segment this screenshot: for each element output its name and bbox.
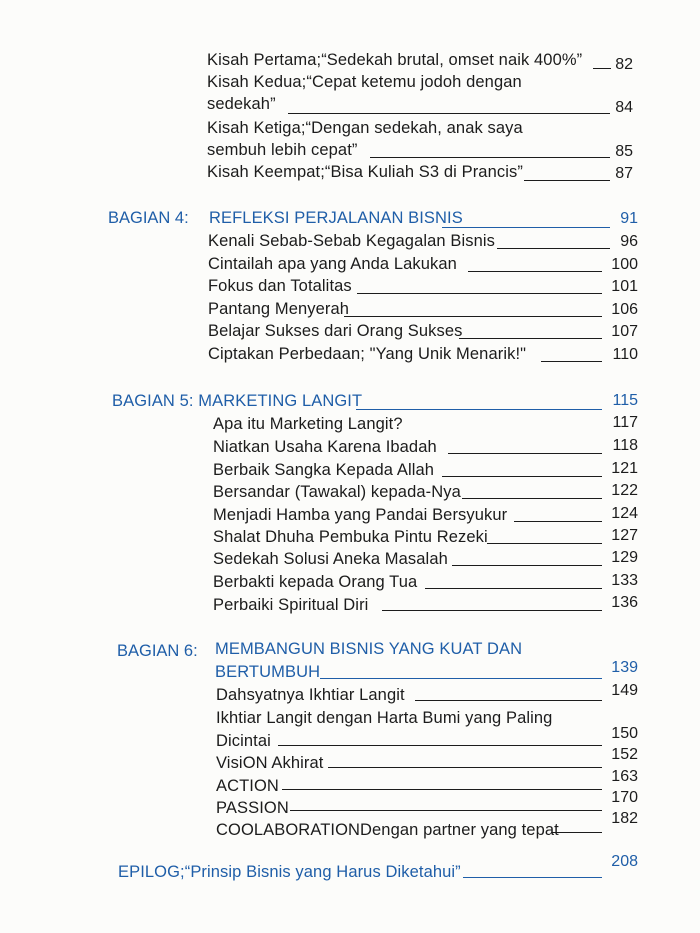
leader-line (514, 521, 602, 522)
leader-line (459, 338, 602, 339)
toc-entry-text: PASSION (216, 799, 289, 817)
leader-line (448, 453, 602, 454)
toc-entry-text: Apa itu Marketing Langit? (213, 415, 403, 433)
toc-entry-text: Kenali Sebab-Sebab Kegagalan Bisnis (208, 232, 495, 250)
toc-entry-text: Dahsyatnya Ikhtiar Langit (216, 686, 405, 704)
toc-entry-text: Ciptakan Perbedaan; "Yang Unik Menarik!" (208, 345, 527, 363)
toc-entry-text: Perbaiki Spiritual Diri (213, 596, 369, 614)
section-label: BAGIAN 5: (112, 392, 194, 410)
section-title: MEMBANGUN BISNIS YANG KUAT DAN (215, 640, 523, 658)
section-title-text: MARKETING LANGIT (198, 392, 363, 410)
toc-entry-text: Menjadi Hamba yang Pandai Bersyukur (213, 506, 508, 524)
page-number: 127 (611, 527, 638, 544)
page-number: 91 (620, 210, 638, 227)
section-title: BERTUMBUH (215, 663, 321, 681)
toc-entry-text: Belajar Sukses dari Orang Sukses (208, 322, 463, 340)
leader-line (356, 409, 602, 410)
toc-entry-text: sembuh lebih cepat” (207, 141, 358, 159)
leader-line (320, 678, 602, 679)
leader-line (541, 361, 602, 362)
page-number: 96 (620, 233, 638, 250)
page-number: 117 (612, 414, 638, 431)
leader-line (425, 588, 602, 589)
leader-line (278, 745, 602, 746)
page-number: 149 (611, 682, 638, 699)
leader-line (382, 610, 602, 611)
page-number: 101 (611, 278, 638, 295)
leader-line (462, 498, 602, 499)
page-number: 84 (615, 99, 633, 116)
page-number: 129 (611, 549, 638, 566)
leader-line (487, 543, 602, 544)
page-number: 85 (615, 143, 633, 160)
page-number: 150 (611, 725, 638, 742)
leader-line (282, 789, 602, 790)
toc-entry-text: Shalat Dhuha Pembuka Pintu Rezeki (213, 528, 488, 546)
page-number: 163 (611, 768, 638, 785)
section-label: BAGIAN 6: (117, 642, 198, 660)
toc-entry-text: Niatkan Usaha Karena Ibadah (213, 438, 437, 456)
toc-entry-text: Berbaik Sangka Kepada Allah (213, 461, 435, 479)
leader-line (442, 227, 610, 228)
toc-entry-text: Kisah Keempat;“Bisa Kuliah S3 di Prancis” (207, 163, 523, 181)
page-number: 133 (611, 572, 638, 589)
toc-entry-text: Kisah Pertama;“Sedekah brutal, omset naik 400%” (207, 51, 583, 69)
page-number: 152 (611, 746, 638, 763)
section-label: BAGIAN 4: (108, 209, 189, 227)
page-number: 121 (611, 460, 638, 477)
section-title: REFLEKSI PERJALANAN BISNIS (209, 209, 463, 227)
toc-entry-text: Dicintai (216, 732, 271, 750)
leader-line (370, 157, 610, 158)
page-number: 87 (615, 165, 633, 182)
page-number: 82 (615, 56, 633, 73)
toc-entry-text: Sedekah Solusi Aneka Masalah (213, 550, 448, 568)
toc-entry-text: COOLABORATIONDengan partner yang tepat (216, 821, 559, 839)
toc-entry-text: Cintailah apa yang Anda Lakukan (208, 255, 457, 273)
toc-entry-text: sedekah” (207, 95, 276, 113)
page-number: 122 (611, 482, 638, 499)
toc-entry-text: Berbakti kepada Orang Tua (213, 573, 418, 591)
leader-line (442, 476, 602, 477)
page-number: 118 (612, 437, 638, 454)
leader-line (328, 767, 602, 768)
section-title (112, 390, 362, 412)
leader-line (452, 565, 602, 566)
page-number: 115 (612, 392, 638, 409)
page-number: 107 (611, 323, 638, 340)
toc-entry-text: Kisah Ketiga;“Dengan sedekah, anak saya (207, 119, 523, 137)
leader-line (468, 271, 602, 272)
page-number: 136 (611, 594, 638, 611)
toc-entry-text: Ikhtiar Langit dengan Harta Bumi yang Paling (216, 709, 553, 727)
page-number: 170 (611, 789, 638, 806)
toc-entry-text: Fokus dan Totalitas (208, 277, 352, 295)
page-number: 106 (611, 301, 638, 318)
page-number: 139 (611, 659, 638, 676)
page-number: 110 (612, 346, 638, 363)
leader-line (288, 113, 610, 114)
toc-entry-text: VisiON Akhirat (216, 754, 324, 772)
epilog-title: EPILOG;“Prinsip Bisnis yang Harus Diketahui” (118, 863, 461, 881)
leader-line (357, 293, 602, 294)
page-number: 208 (611, 853, 638, 870)
leader-line (415, 700, 602, 701)
toc-entry-text: Pantang Menyerah (208, 300, 350, 318)
leader-line (344, 316, 602, 317)
page-number: 100 (611, 256, 638, 273)
toc-entry-text: Bersandar (Tawakal) kepada-Nya (213, 483, 461, 501)
page-number: 182 (611, 810, 638, 827)
toc-entry-text: ACTION (216, 777, 279, 795)
page-number: 124 (611, 505, 638, 522)
leader-line (463, 877, 602, 878)
toc-entry-text: Kisah Kedua;“Cepat ketemu jodoh dengan (207, 73, 522, 91)
leader-line (552, 832, 602, 833)
leader-line (290, 810, 602, 811)
